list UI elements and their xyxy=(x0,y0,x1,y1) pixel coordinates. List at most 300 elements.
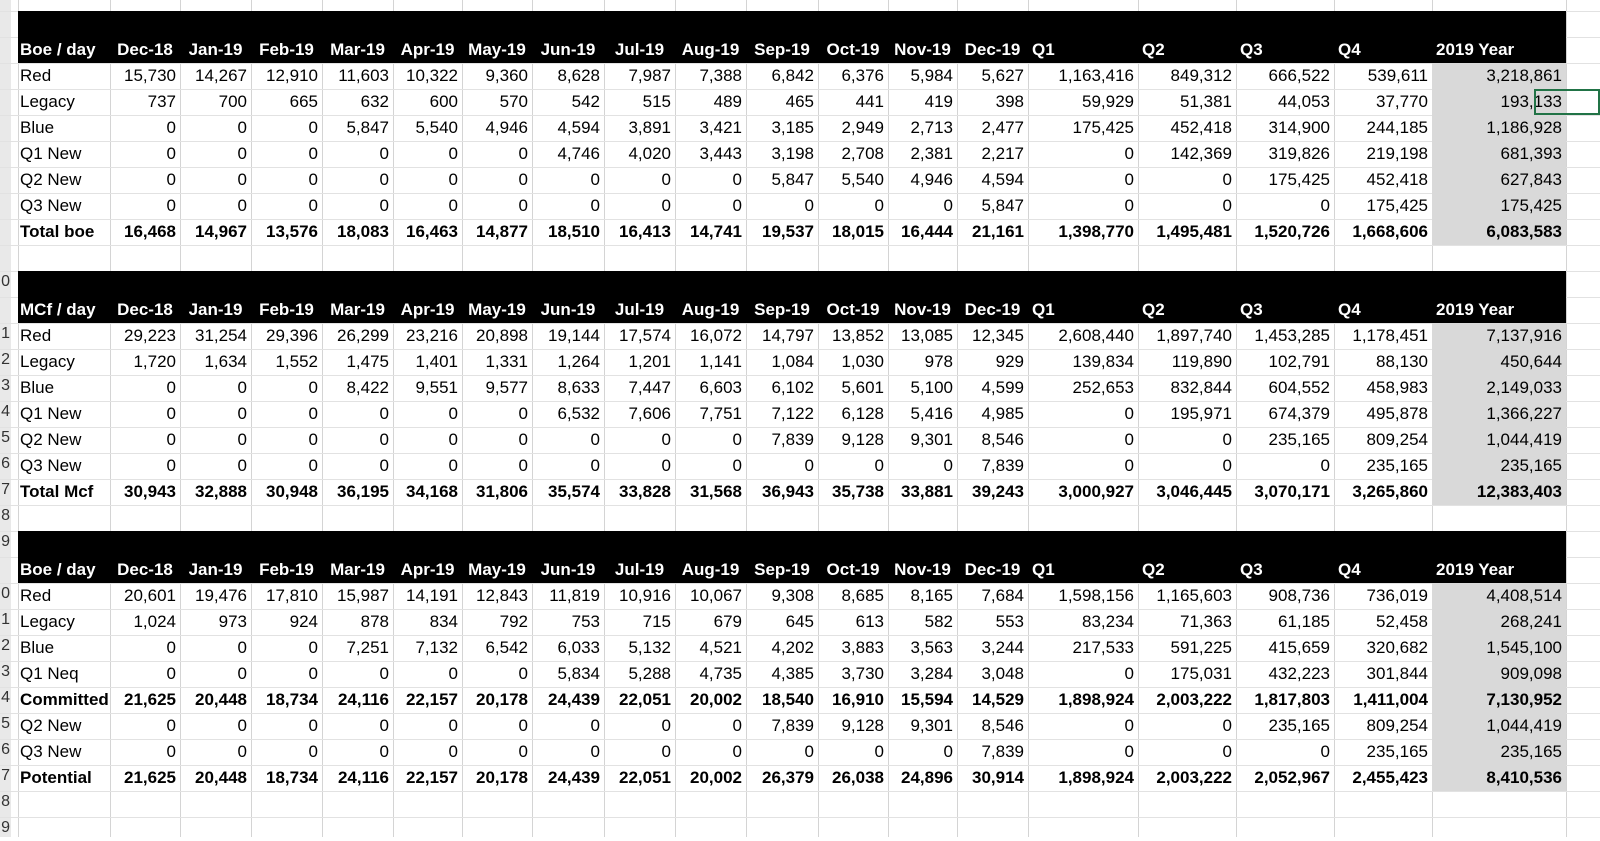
value-cell[interactable]: 6,376 xyxy=(841,66,884,85)
value-cell[interactable]: 9,577 xyxy=(485,378,528,397)
row-label[interactable]: Q2 New xyxy=(20,716,82,735)
value-cell[interactable]: 18,083 xyxy=(337,222,389,241)
year-total-cell[interactable]: 1,545,100 xyxy=(1432,635,1566,661)
value-cell[interactable]: 16,072 xyxy=(690,326,742,345)
row-label[interactable]: Blue xyxy=(20,638,55,657)
value-cell[interactable]: 0 xyxy=(1124,664,1134,683)
value-cell[interactable]: 1,720 xyxy=(133,352,176,371)
value-cell[interactable]: 0 xyxy=(379,196,389,215)
row-label[interactable]: Total boe xyxy=(20,222,95,241)
year-total-cell[interactable]: 909,098 xyxy=(1432,661,1566,687)
value-cell[interactable]: 24,116 xyxy=(337,768,389,787)
row-number[interactable]: 1 xyxy=(1,611,10,628)
value-cell[interactable]: 0 xyxy=(448,404,458,423)
value-cell[interactable]: 973 xyxy=(218,612,247,631)
row-label[interactable]: Q3 New xyxy=(20,196,82,215)
column-header[interactable]: 2019 Year xyxy=(1436,300,1515,319)
value-cell[interactable]: 0 xyxy=(166,456,176,475)
value-cell[interactable]: 5,540 xyxy=(841,170,884,189)
column-header[interactable]: Jul-19 xyxy=(614,300,665,319)
value-cell[interactable]: 2,713 xyxy=(910,118,953,137)
value-cell[interactable]: 0 xyxy=(379,742,389,761)
column-header[interactable]: Jan-19 xyxy=(188,40,243,59)
value-cell[interactable]: 515 xyxy=(642,92,671,111)
value-cell[interactable]: 16,463 xyxy=(406,222,458,241)
value-cell[interactable]: 1,897,740 xyxy=(1156,326,1232,345)
value-cell[interactable]: 929 xyxy=(995,352,1024,371)
value-cell[interactable]: 20,898 xyxy=(476,326,528,345)
value-cell[interactable]: 2,455,423 xyxy=(1352,768,1428,787)
value-cell[interactable]: 1,264 xyxy=(557,352,600,371)
year-total-cell[interactable]: 7,130,952 xyxy=(1432,687,1566,713)
value-cell[interactable]: 0 xyxy=(166,664,176,683)
value-cell[interactable]: 18,540 xyxy=(762,690,814,709)
value-cell[interactable]: 0 xyxy=(308,456,318,475)
value-cell[interactable]: 736,019 xyxy=(1366,586,1428,605)
column-header[interactable]: Jun-19 xyxy=(540,40,596,59)
column-header[interactable]: Jul-19 xyxy=(614,560,665,579)
value-cell[interactable]: 30,914 xyxy=(972,768,1024,787)
value-cell[interactable]: 0 xyxy=(448,716,458,735)
value-cell[interactable]: 0 xyxy=(1320,742,1330,761)
column-header[interactable]: Dec-18 xyxy=(117,40,173,59)
value-cell[interactable]: 1,598,156 xyxy=(1058,586,1134,605)
value-cell[interactable]: 88,130 xyxy=(1376,352,1428,371)
value-cell[interactable]: 0 xyxy=(804,196,814,215)
value-cell[interactable]: 24,439 xyxy=(548,768,600,787)
value-cell[interactable]: 2,003,222 xyxy=(1156,768,1232,787)
column-header[interactable]: Nov-19 xyxy=(894,560,951,579)
value-cell[interactable]: 244,185 xyxy=(1366,118,1428,137)
value-cell[interactable]: 1,331 xyxy=(485,352,528,371)
value-cell[interactable]: 0 xyxy=(308,196,318,215)
value-cell[interactable]: 21,625 xyxy=(124,690,176,709)
row-number[interactable]: 8 xyxy=(1,507,10,524)
value-cell[interactable]: 1,453,285 xyxy=(1254,326,1330,345)
value-cell[interactable]: 809,254 xyxy=(1366,716,1428,735)
column-header[interactable]: Dec-19 xyxy=(964,560,1021,579)
value-cell[interactable]: 22,051 xyxy=(619,768,671,787)
value-cell[interactable]: 0 xyxy=(237,378,247,397)
column-header[interactable]: Jun-19 xyxy=(540,300,596,319)
year-total-cell[interactable]: 681,393 xyxy=(1432,141,1566,167)
value-cell[interactable]: 9,301 xyxy=(910,716,953,735)
value-cell[interactable]: 16,468 xyxy=(124,222,176,241)
value-cell[interactable]: 4,594 xyxy=(557,118,600,137)
value-cell[interactable]: 34,168 xyxy=(406,482,458,501)
value-cell[interactable]: 7,987 xyxy=(628,66,671,85)
value-cell[interactable]: 175,425 xyxy=(1366,196,1428,215)
value-cell[interactable]: 0 xyxy=(590,456,600,475)
value-cell[interactable]: 4,020 xyxy=(628,144,671,163)
value-cell[interactable]: 175,425 xyxy=(1072,118,1134,137)
value-cell[interactable]: 5,601 xyxy=(841,378,884,397)
value-cell[interactable]: 9,128 xyxy=(841,430,884,449)
row-number[interactable]: 2 xyxy=(1,351,10,368)
row-label-header[interactable]: Boe / day xyxy=(20,560,96,579)
value-cell[interactable]: 21,161 xyxy=(972,222,1024,241)
value-cell[interactable]: 235,165 xyxy=(1366,456,1428,475)
row-number[interactable]: 1 xyxy=(1,325,10,342)
value-cell[interactable]: 792 xyxy=(499,612,528,631)
value-cell[interactable]: 924 xyxy=(289,612,318,631)
value-cell[interactable]: 0 xyxy=(308,716,318,735)
row-number[interactable]: 6 xyxy=(1,455,10,472)
column-header[interactable]: Q1 xyxy=(1032,40,1055,59)
value-cell[interactable]: 13,085 xyxy=(901,326,953,345)
value-cell[interactable]: 4,735 xyxy=(699,664,742,683)
value-cell[interactable]: 0 xyxy=(379,456,389,475)
value-cell[interactable]: 8,628 xyxy=(557,66,600,85)
value-cell[interactable]: 20,178 xyxy=(476,690,528,709)
value-cell[interactable]: 0 xyxy=(732,170,742,189)
value-cell[interactable]: 24,116 xyxy=(337,690,389,709)
column-header[interactable]: Aug-19 xyxy=(681,560,740,579)
value-cell[interactable]: 0 xyxy=(518,716,528,735)
value-cell[interactable]: 489 xyxy=(713,92,742,111)
value-cell[interactable]: 0 xyxy=(237,742,247,761)
value-cell[interactable]: 39,243 xyxy=(972,482,1024,501)
value-cell[interactable]: 6,603 xyxy=(699,378,742,397)
value-cell[interactable]: 31,806 xyxy=(476,482,528,501)
value-cell[interactable]: 2,217 xyxy=(981,144,1024,163)
value-cell[interactable]: 33,828 xyxy=(619,482,671,501)
value-cell[interactable]: 61,185 xyxy=(1278,612,1330,631)
row-label[interactable]: Blue xyxy=(20,378,55,397)
value-cell[interactable]: 11,819 xyxy=(549,586,600,605)
value-cell[interactable]: 0 xyxy=(237,716,247,735)
value-cell[interactable]: 0 xyxy=(874,456,884,475)
value-cell[interactable]: 432,223 xyxy=(1268,664,1330,683)
value-cell[interactable]: 5,288 xyxy=(628,664,671,683)
value-cell[interactable]: 217,533 xyxy=(1072,638,1134,657)
value-cell[interactable]: 0 xyxy=(590,196,600,215)
value-cell[interactable]: 0 xyxy=(1320,196,1330,215)
value-cell[interactable]: 17,810 xyxy=(266,586,318,605)
row-label[interactable]: Q3 New xyxy=(20,742,82,761)
value-cell[interactable]: 665 xyxy=(289,92,318,111)
column-header[interactable]: Q1 xyxy=(1032,560,1055,579)
year-total-cell[interactable]: 6,083,583 xyxy=(1432,219,1566,245)
value-cell[interactable]: 832,844 xyxy=(1170,378,1232,397)
value-cell[interactable]: 666,522 xyxy=(1268,66,1330,85)
year-total-cell[interactable]: 1,044,419 xyxy=(1432,427,1566,453)
value-cell[interactable]: 0 xyxy=(237,118,247,137)
year-total-cell[interactable]: 235,165 xyxy=(1432,453,1566,479)
value-cell[interactable]: 18,734 xyxy=(266,768,318,787)
row-label-header[interactable]: Boe / day xyxy=(20,40,96,59)
value-cell[interactable]: 0 xyxy=(379,170,389,189)
value-cell[interactable]: 0 xyxy=(518,404,528,423)
value-cell[interactable]: 553 xyxy=(995,612,1024,631)
column-header[interactable]: Sep-19 xyxy=(754,40,810,59)
value-cell[interactable]: 0 xyxy=(237,638,247,657)
value-cell[interactable]: 8,422 xyxy=(346,378,389,397)
value-cell[interactable]: 0 xyxy=(448,664,458,683)
value-cell[interactable]: 0 xyxy=(166,430,176,449)
value-cell[interactable]: 0 xyxy=(518,196,528,215)
value-cell[interactable]: 19,476 xyxy=(195,586,247,605)
value-cell[interactable]: 20,178 xyxy=(476,768,528,787)
value-cell[interactable]: 13,576 xyxy=(266,222,318,241)
value-cell[interactable]: 10,916 xyxy=(619,586,671,605)
value-cell[interactable]: 0 xyxy=(1124,456,1134,475)
value-cell[interactable]: 0 xyxy=(804,742,814,761)
row-number[interactable]: 3 xyxy=(1,663,10,680)
row-number[interactable]: 8 xyxy=(1,793,10,810)
column-header[interactable]: May-19 xyxy=(468,300,526,319)
value-cell[interactable]: 1,817,803 xyxy=(1254,690,1330,709)
value-cell[interactable]: 59,929 xyxy=(1082,92,1134,111)
value-cell[interactable]: 31,568 xyxy=(690,482,742,501)
value-cell[interactable]: 0 xyxy=(732,430,742,449)
value-cell[interactable]: 16,910 xyxy=(832,690,884,709)
row-label[interactable]: Q2 New xyxy=(20,430,82,449)
value-cell[interactable]: 419 xyxy=(924,92,953,111)
value-cell[interactable]: 24,896 xyxy=(901,768,953,787)
column-header[interactable]: Jun-19 xyxy=(540,560,596,579)
year-total-cell[interactable]: 235,165 xyxy=(1432,739,1566,765)
row-number[interactable]: 4 xyxy=(1,689,10,706)
value-cell[interactable]: 7,839 xyxy=(981,742,1024,761)
value-cell[interactable]: 978 xyxy=(924,352,953,371)
value-cell[interactable]: 3,883 xyxy=(841,638,884,657)
value-cell[interactable]: 809,254 xyxy=(1366,430,1428,449)
value-cell[interactable]: 4,985 xyxy=(981,404,1024,423)
value-cell[interactable]: 0 xyxy=(379,404,389,423)
column-header[interactable]: Q3 xyxy=(1240,560,1263,579)
value-cell[interactable]: 0 xyxy=(804,456,814,475)
value-cell[interactable]: 14,967 xyxy=(195,222,247,241)
column-header[interactable]: Nov-19 xyxy=(894,300,951,319)
column-header[interactable]: Apr-19 xyxy=(400,300,455,319)
value-cell[interactable]: 31,254 xyxy=(195,326,247,345)
value-cell[interactable]: 1,398,770 xyxy=(1058,222,1134,241)
value-cell[interactable]: 17,574 xyxy=(619,326,671,345)
column-header[interactable]: Sep-19 xyxy=(754,300,810,319)
row-label[interactable]: Q3 New xyxy=(20,456,82,475)
value-cell[interactable]: 0 xyxy=(590,742,600,761)
value-cell[interactable]: 3,443 xyxy=(699,144,742,163)
row-label[interactable]: Legacy xyxy=(20,352,75,371)
value-cell[interactable]: 21,625 xyxy=(124,768,176,787)
value-cell[interactable]: 1,668,606 xyxy=(1352,222,1428,241)
value-cell[interactable]: 0 xyxy=(661,742,671,761)
value-cell[interactable]: 51,381 xyxy=(1180,92,1232,111)
value-cell[interactable]: 0 xyxy=(379,144,389,163)
year-total-cell[interactable]: 193,133 xyxy=(1432,89,1566,115)
column-header[interactable]: Q1 xyxy=(1032,300,1055,319)
value-cell[interactable]: 0 xyxy=(308,638,318,657)
value-cell[interactable]: 3,421 xyxy=(699,118,742,137)
value-cell[interactable]: 7,251 xyxy=(346,638,389,657)
value-cell[interactable]: 0 xyxy=(1124,404,1134,423)
value-cell[interactable]: 1,165,603 xyxy=(1156,586,1232,605)
value-cell[interactable]: 0 xyxy=(308,378,318,397)
row-label[interactable]: Blue xyxy=(20,118,55,137)
value-cell[interactable]: 37,770 xyxy=(1376,92,1428,111)
value-cell[interactable]: 0 xyxy=(1124,196,1134,215)
value-cell[interactable]: 8,165 xyxy=(910,586,953,605)
year-total-cell[interactable]: 2,149,033 xyxy=(1432,375,1566,401)
value-cell[interactable]: 175,425 xyxy=(1268,170,1330,189)
column-header[interactable]: Dec-19 xyxy=(964,40,1021,59)
value-cell[interactable]: 23,216 xyxy=(406,326,458,345)
value-cell[interactable]: 0 xyxy=(1124,144,1134,163)
value-cell[interactable]: 539,611 xyxy=(1367,66,1428,85)
value-cell[interactable]: 0 xyxy=(518,430,528,449)
value-cell[interactable]: 35,738 xyxy=(832,482,884,501)
value-cell[interactable]: 0 xyxy=(732,742,742,761)
value-cell[interactable]: 0 xyxy=(732,196,742,215)
value-cell[interactable]: 7,684 xyxy=(981,586,1024,605)
value-cell[interactable]: 0 xyxy=(237,664,247,683)
value-cell[interactable]: 20,448 xyxy=(195,690,247,709)
column-header[interactable]: 2019 Year xyxy=(1436,40,1515,59)
value-cell[interactable]: 1,634 xyxy=(204,352,247,371)
value-cell[interactable]: 19,537 xyxy=(762,222,814,241)
value-cell[interactable]: 35,574 xyxy=(548,482,600,501)
value-cell[interactable]: 4,746 xyxy=(557,144,600,163)
value-cell[interactable]: 1,201 xyxy=(628,352,671,371)
value-cell[interactable]: 22,157 xyxy=(406,768,458,787)
value-cell[interactable]: 495,878 xyxy=(1366,404,1428,423)
value-cell[interactable]: 5,540 xyxy=(415,118,458,137)
value-cell[interactable]: 5,847 xyxy=(771,170,814,189)
value-cell[interactable]: 5,847 xyxy=(346,118,389,137)
year-total-cell[interactable]: 268,241 xyxy=(1432,609,1566,635)
row-number[interactable]: 7 xyxy=(1,767,10,784)
column-header[interactable]: Q2 xyxy=(1142,560,1165,579)
year-total-cell[interactable]: 1,044,419 xyxy=(1432,713,1566,739)
value-cell[interactable]: 0 xyxy=(308,664,318,683)
value-cell[interactable]: 458,983 xyxy=(1366,378,1428,397)
value-cell[interactable]: 1,141 xyxy=(699,352,742,371)
value-cell[interactable]: 0 xyxy=(448,456,458,475)
value-cell[interactable]: 0 xyxy=(308,742,318,761)
value-cell[interactable]: 5,847 xyxy=(981,196,1024,215)
value-cell[interactable]: 0 xyxy=(166,742,176,761)
value-cell[interactable]: 878 xyxy=(360,612,389,631)
value-cell[interactable]: 1,163,416 xyxy=(1058,66,1134,85)
value-cell[interactable]: 142,369 xyxy=(1170,144,1232,163)
value-cell[interactable]: 600 xyxy=(429,92,458,111)
value-cell[interactable]: 18,734 xyxy=(266,690,318,709)
active-cell-selection[interactable] xyxy=(1534,89,1600,115)
value-cell[interactable]: 679 xyxy=(713,612,742,631)
value-cell[interactable]: 5,132 xyxy=(628,638,671,657)
value-cell[interactable]: 0 xyxy=(661,456,671,475)
value-cell[interactable]: 13,852 xyxy=(832,326,884,345)
value-cell[interactable]: 0 xyxy=(518,144,528,163)
value-cell[interactable]: 542 xyxy=(571,92,600,111)
value-cell[interactable]: 1,898,924 xyxy=(1058,768,1134,787)
value-cell[interactable]: 3,265,860 xyxy=(1352,482,1428,501)
column-header[interactable]: Dec-18 xyxy=(117,300,173,319)
column-header[interactable]: Mar-19 xyxy=(330,560,385,579)
value-cell[interactable]: 7,388 xyxy=(699,66,742,85)
value-cell[interactable]: 14,529 xyxy=(972,690,1024,709)
value-cell[interactable]: 0 xyxy=(379,716,389,735)
value-cell[interactable]: 5,416 xyxy=(910,404,953,423)
value-cell[interactable]: 0 xyxy=(1222,742,1232,761)
value-cell[interactable]: 219,198 xyxy=(1366,144,1428,163)
row-label[interactable]: Q1 New xyxy=(20,404,82,423)
value-cell[interactable]: 0 xyxy=(237,456,247,475)
value-cell[interactable]: 36,195 xyxy=(337,482,389,501)
column-header[interactable]: Apr-19 xyxy=(400,40,455,59)
value-cell[interactable]: 18,510 xyxy=(548,222,600,241)
year-total-cell[interactable]: 1,366,227 xyxy=(1432,401,1566,427)
value-cell[interactable]: 9,128 xyxy=(841,716,884,735)
value-cell[interactable]: 582 xyxy=(924,612,953,631)
value-cell[interactable]: 1,178,451 xyxy=(1352,326,1428,345)
value-cell[interactable]: 4,521 xyxy=(699,638,742,657)
value-cell[interactable]: 7,751 xyxy=(699,404,742,423)
column-header[interactable]: 2019 Year xyxy=(1436,560,1515,579)
value-cell[interactable]: 235,165 xyxy=(1268,716,1330,735)
value-cell[interactable]: 6,128 xyxy=(841,404,884,423)
year-total-cell[interactable]: 4,408,514 xyxy=(1432,583,1566,609)
value-cell[interactable]: 3,000,927 xyxy=(1058,482,1134,501)
value-cell[interactable]: 4,202 xyxy=(771,638,814,657)
row-label[interactable]: Potential xyxy=(20,768,92,787)
value-cell[interactable]: 0 xyxy=(1124,716,1134,735)
value-cell[interactable]: 71,363 xyxy=(1180,612,1232,631)
value-cell[interactable]: 10,067 xyxy=(690,586,742,605)
value-cell[interactable]: 12,345 xyxy=(972,326,1024,345)
value-cell[interactable]: 1,552 xyxy=(275,352,318,371)
value-cell[interactable]: 0 xyxy=(943,456,953,475)
value-cell[interactable]: 6,532 xyxy=(557,404,600,423)
value-cell[interactable]: 6,542 xyxy=(485,638,528,657)
value-cell[interactable]: 12,910 xyxy=(266,66,318,85)
value-cell[interactable]: 52,458 xyxy=(1376,612,1428,631)
value-cell[interactable]: 3,730 xyxy=(841,664,884,683)
value-cell[interactable]: 0 xyxy=(166,638,176,657)
value-cell[interactable]: 14,191 xyxy=(406,586,458,605)
value-cell[interactable]: 30,948 xyxy=(266,482,318,501)
value-cell[interactable]: 320,682 xyxy=(1366,638,1428,657)
row-label[interactable]: Red xyxy=(20,326,52,345)
value-cell[interactable]: 3,070,171 xyxy=(1254,482,1330,501)
value-cell[interactable]: 235,165 xyxy=(1268,430,1330,449)
value-cell[interactable]: 604,552 xyxy=(1268,378,1330,397)
value-cell[interactable]: 2,003,222 xyxy=(1156,690,1232,709)
row-label[interactable]: Legacy xyxy=(20,612,75,631)
value-cell[interactable]: 7,447 xyxy=(628,378,671,397)
value-cell[interactable]: 0 xyxy=(166,118,176,137)
value-cell[interactable]: 4,946 xyxy=(910,170,953,189)
column-header[interactable]: Jan-19 xyxy=(188,300,243,319)
value-cell[interactable]: 26,379 xyxy=(762,768,814,787)
value-cell[interactable]: 102,791 xyxy=(1268,352,1330,371)
column-header[interactable]: Feb-19 xyxy=(259,300,314,319)
value-cell[interactable]: 0 xyxy=(590,430,600,449)
value-cell[interactable]: 0 xyxy=(943,742,953,761)
value-cell[interactable]: 753 xyxy=(571,612,600,631)
row-label[interactable]: Committed xyxy=(20,690,109,709)
value-cell[interactable]: 0 xyxy=(308,430,318,449)
value-cell[interactable]: 0 xyxy=(166,378,176,397)
column-header[interactable]: Apr-19 xyxy=(400,560,455,579)
value-cell[interactable]: 14,797 xyxy=(762,326,814,345)
value-cell[interactable]: 11,603 xyxy=(338,66,389,85)
value-cell[interactable]: 613 xyxy=(855,612,884,631)
value-cell[interactable]: 36,943 xyxy=(762,482,814,501)
value-cell[interactable]: 465 xyxy=(785,92,814,111)
value-cell[interactable]: 16,444 xyxy=(901,222,953,241)
